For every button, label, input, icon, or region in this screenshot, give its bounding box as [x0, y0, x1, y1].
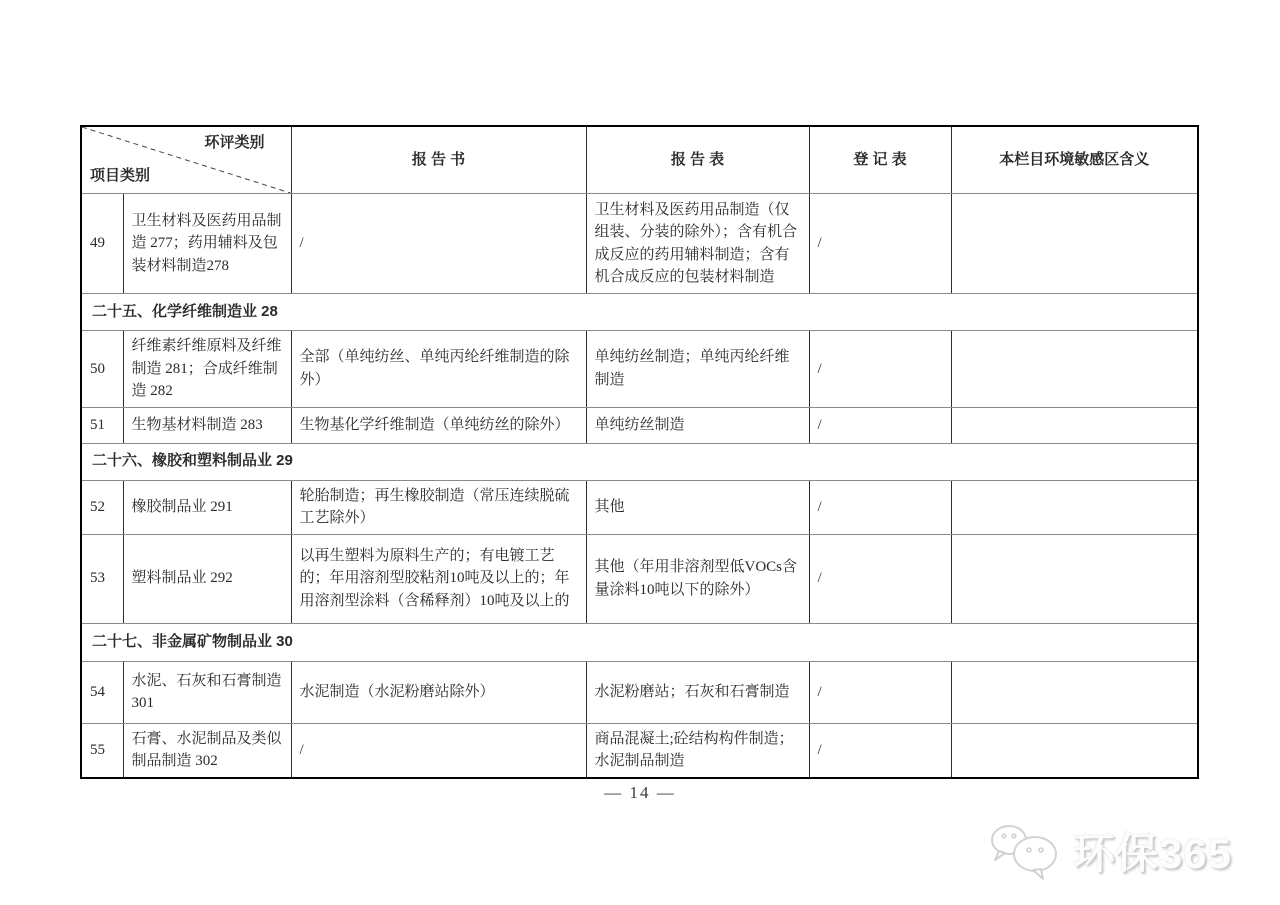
report-book-cell: 生物基化学纤维制造（单纯纺丝的除外）	[291, 407, 586, 443]
row-number-cell: 52	[81, 480, 123, 534]
registration-cell: /	[809, 534, 951, 623]
brand-watermark	[983, 820, 1232, 882]
category-cell: 水泥、石灰和石膏制造 301	[123, 661, 291, 723]
sensitive-cell	[951, 331, 1198, 408]
report-form-cell: 水泥粉磨站；石灰和石膏制造	[586, 661, 809, 723]
table-row	[81, 534, 1198, 623]
report-book-cell: 以再生塑料为原料生产的；有电镀工艺的；年用溶剂型胶粘剂10吨及以上的；年用溶剂型涂料（含稀释剂）10吨及以上的	[291, 534, 586, 623]
registration-cell: /	[809, 194, 951, 294]
table-header-row	[81, 126, 1198, 194]
report-book-cell: /	[291, 723, 586, 778]
report-form-cell: 单纯纺丝制造	[586, 407, 809, 443]
sensitive-cell	[951, 194, 1198, 294]
report-book-cell: 水泥制造（水泥粉磨站除外）	[291, 661, 586, 723]
sensitive-cell	[951, 407, 1198, 443]
row-number-cell: 55	[81, 723, 123, 778]
table-row	[81, 194, 1198, 294]
report-book-cell: /	[291, 194, 586, 294]
report-form-cell: 商品混凝土;砼结构构件制造；水泥制品制造	[586, 723, 809, 778]
table-row	[81, 723, 1198, 778]
sensitive-cell	[951, 534, 1198, 623]
category-cell: 卫生材料及医药用品制造 277；药用辅料及包装材料制造278	[123, 194, 291, 294]
header-registration-form: 登 记 表	[809, 126, 951, 194]
row-number-cell: 50	[81, 331, 123, 408]
header-eia-category-label: 环评类别	[204, 134, 265, 151]
sensitive-cell	[951, 480, 1198, 534]
row-number-cell: 49	[81, 194, 123, 294]
brand-name: 环保365	[1072, 830, 1232, 877]
category-cell: 塑料制品业 292	[123, 534, 291, 623]
report-book-cell: 轮胎制造；再生橡胶制造（常压连续脱硫工艺除外）	[291, 480, 586, 534]
report-form-cell: 卫生材料及医药用品制造（仅组装、分装的除外）；含有机合成反应的药用辅料制造；含有机合成反应的包装材料制造	[586, 194, 809, 294]
table-row	[81, 661, 1198, 723]
report-form-cell: 其他	[586, 480, 809, 534]
registration-cell: /	[809, 661, 951, 723]
section-title: 二十五、化学纤维制造业 28	[81, 294, 1198, 331]
category-cell: 纤维素纤维原料及纤维制造 281；合成纤维制造 282	[123, 331, 291, 408]
row-number-cell: 53	[81, 534, 123, 623]
category-cell: 石膏、水泥制品及类似制品制造 302	[123, 723, 291, 778]
header-project-category-label: 项目类别	[90, 166, 151, 184]
page-number: — 14 —	[604, 783, 676, 802]
row-number-cell: 51	[81, 407, 123, 443]
section-row	[81, 623, 1198, 661]
row-number-cell: 54	[81, 661, 123, 723]
header-report-form: 报 告 表	[586, 126, 809, 194]
table-row	[81, 407, 1198, 443]
registration-cell: /	[809, 723, 951, 778]
category-cell: 橡胶制品业 291	[123, 480, 291, 534]
sensitive-cell	[951, 723, 1198, 778]
report-form-cell: 单纯纺丝制造；单纯丙纶纤维制造	[586, 331, 809, 408]
report-form-cell: 其他（年用非溶剂型低VOCs含量涂料10吨以下的除外）	[586, 534, 809, 623]
sensitive-cell	[951, 661, 1198, 723]
section-title: 二十七、非金属矿物制品业 30	[81, 623, 1198, 661]
header-report-book: 报 告 书	[291, 126, 586, 194]
registration-cell: /	[809, 407, 951, 443]
section-row	[81, 443, 1198, 480]
eia-classification-table	[80, 125, 1199, 779]
table-row	[81, 480, 1198, 534]
report-book-cell: 全部（单纯纺丝、单纯丙纶纤维制造的除外）	[291, 331, 586, 408]
section-title: 二十六、橡胶和塑料制品业 29	[81, 443, 1198, 480]
header-sensitive-meaning: 本栏目环境敏感区含义	[951, 126, 1198, 194]
registration-cell: /	[809, 480, 951, 534]
registration-cell: /	[809, 331, 951, 408]
section-row	[81, 294, 1198, 331]
table-row	[81, 331, 1198, 408]
diagonal-header-cell	[81, 126, 291, 194]
wechat-chat-bubbles-icon	[983, 820, 1065, 882]
category-cell: 生物基材料制造 283	[123, 407, 291, 443]
